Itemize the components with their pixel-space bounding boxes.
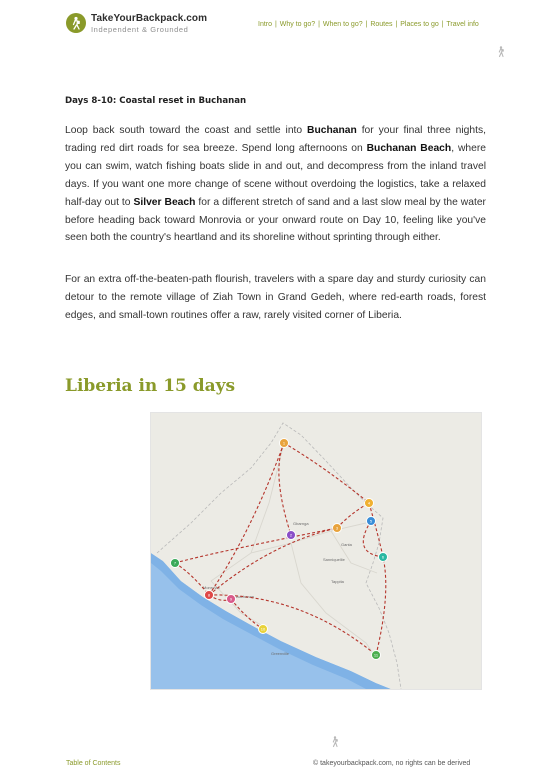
- page-header: [0, 0, 550, 48]
- route-map[interactable]: [150, 412, 482, 690]
- svg-text:Ganta: Ganta: [341, 542, 352, 547]
- section-title: Liberia in 15 days: [65, 376, 236, 396]
- nav-separator: |: [441, 21, 444, 28]
- nav-separator: |: [318, 21, 320, 28]
- map-stop-number: 9: [229, 596, 233, 602]
- map-stop-marker[interactable]: [287, 531, 296, 540]
- top-navigation: [258, 21, 479, 28]
- map-stop-marker[interactable]: [367, 517, 376, 526]
- map-stop-number: 1: [282, 440, 286, 446]
- map-stop-marker[interactable]: [227, 595, 236, 604]
- map-stop-marker[interactable]: [372, 651, 381, 660]
- svg-text:Sanniquellie: Sanniquellie: [323, 557, 345, 562]
- map-stop-marker[interactable]: [280, 439, 289, 448]
- map-stop-number: 6: [381, 554, 385, 560]
- place-name-highlight: Buchanan: [307, 125, 357, 136]
- paragraph-ziah-town: For an extra off-the-beaten-path flourish, travelers with a spare day and sturdy curiosity can detour to the remote village of Ziah Town in Grand Gedeh, where red-earth roads, forest edges, and small-town routines offer a raw, rarely visited corner of Liberia.: [65, 274, 486, 321]
- svg-text:Buchanan: Buchanan: [236, 594, 255, 599]
- svg-text:Greenville: Greenville: [271, 651, 290, 656]
- nav-separator: |: [395, 21, 398, 28]
- svg-text:Monrovia: Monrovia: [203, 585, 220, 590]
- footer-hiker-icon: [330, 736, 340, 748]
- place-name-highlight: Buchanan Beach: [366, 142, 452, 154]
- nav-separator: |: [365, 21, 368, 28]
- map-stop-marker[interactable]: [379, 553, 388, 562]
- paragraph-text: for your final three nights, trading red dirt roads for sea breeze. Spend long afternoons on: [65, 125, 486, 154]
- nav-intro[interactable]: Intro: [258, 21, 273, 28]
- footer-copyright: © takeyourbackpack.com, no rights can be derived: [313, 760, 471, 767]
- map-canvas: [151, 413, 481, 689]
- nav-when-to-go[interactable]: When to go?: [322, 21, 363, 28]
- nav-places-to-go[interactable]: Places to go: [400, 21, 439, 28]
- map-stop-marker[interactable]: [259, 625, 268, 634]
- map-stop-number: 7: [173, 560, 177, 566]
- nav-travel-info[interactable]: Travel info: [446, 21, 479, 28]
- place-name-highlight: Silver Beach: [133, 196, 196, 208]
- map-stop-marker[interactable]: [171, 559, 180, 568]
- map-stop-marker[interactable]: [365, 499, 374, 508]
- logo-subtitle: Independent & Grounded: [91, 25, 189, 34]
- table-of-contents-link[interactable]: Table of Contents: [66, 760, 121, 767]
- svg-text:Tappita: Tappita: [331, 579, 344, 584]
- logo-title[interactable]: TakeYourBackpack.com: [91, 13, 208, 24]
- map-stop-number: 2: [289, 532, 293, 538]
- nav-why-to-go[interactable]: Why to go?: [279, 21, 316, 28]
- map-stop-marker[interactable]: [205, 591, 214, 600]
- day-heading: Days 8-10: Coastal reset in Buchanan: [65, 96, 247, 106]
- logo-icon[interactable]: [66, 13, 86, 33]
- map-stop-number: 3: [335, 525, 339, 531]
- paragraph-text: , where you can swim, watch fishing boats slide in and out, and decompress from the inland travel days. If you want one more change of scene without overdoing the logistics, take a relaxed half-day out to: [65, 142, 486, 208]
- paragraph-text: for a different stretch of sand and a last slow meal by the water before heading back toward Monrovia or your onward route on Day 10, feeling like you've seen both the country's heartland and its shoreline without sprinting through either.: [65, 196, 486, 244]
- map-stop-number: 10: [260, 626, 266, 632]
- map-stop-number: 5: [369, 518, 373, 524]
- paragraph-buchanan: [65, 122, 486, 247]
- nav-separator: |: [274, 21, 277, 28]
- map-stop-number: 11: [373, 652, 379, 658]
- paragraph-text: Loop back south toward the coast and settle into: [65, 125, 308, 136]
- map-stop-number: 8: [207, 592, 211, 598]
- svg-text:Gbarnga: Gbarnga: [293, 521, 309, 526]
- map-stop-number: 4: [367, 500, 371, 506]
- hiker-icon: [496, 46, 506, 58]
- nav-routes[interactable]: Routes: [370, 21, 393, 28]
- map-stop-marker[interactable]: [333, 524, 342, 533]
